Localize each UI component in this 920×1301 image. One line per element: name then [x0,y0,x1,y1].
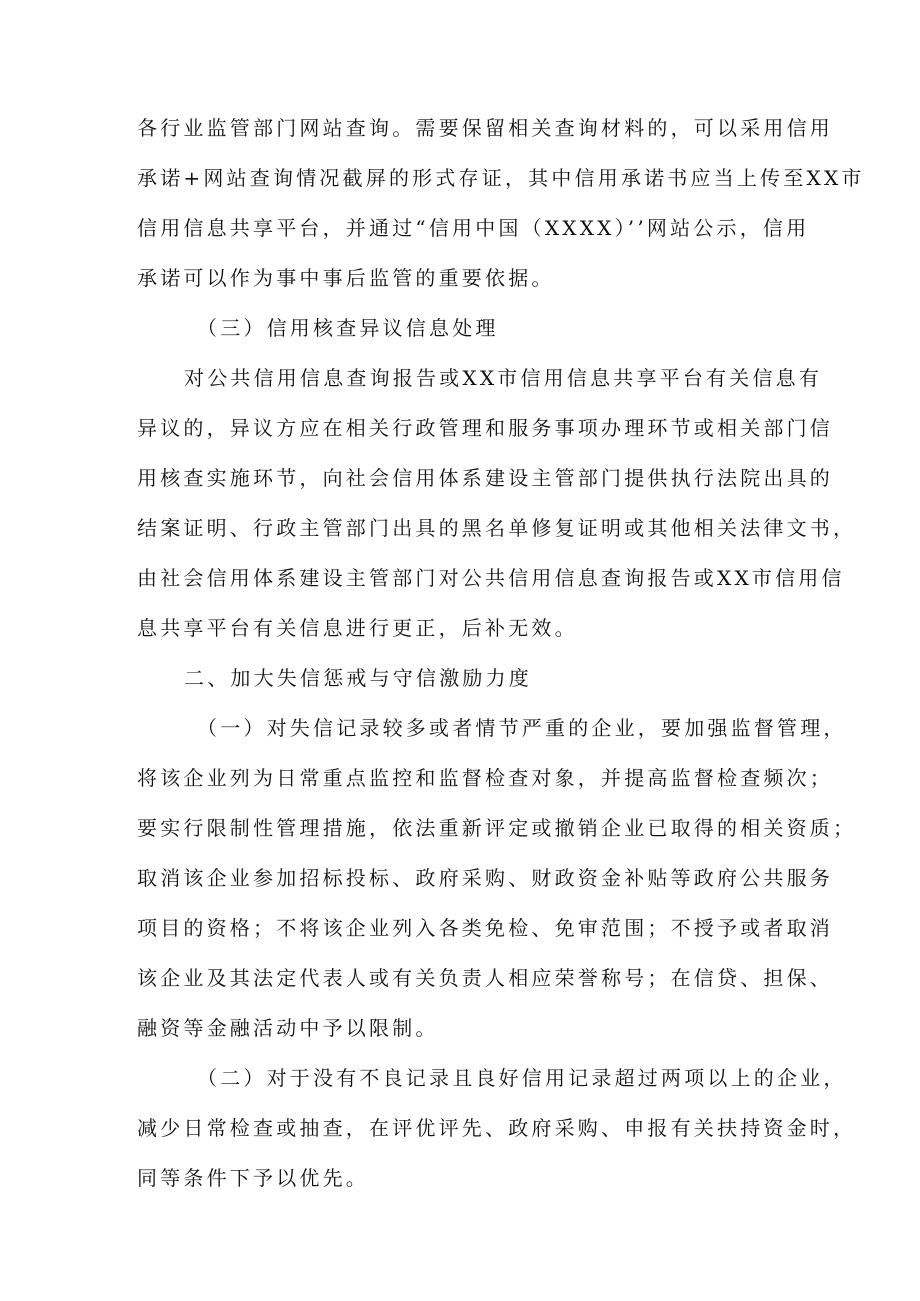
paragraph-1-line-4: 承诺可以作为事中事后监管的重要依据。 [137,266,555,290]
paragraph-3-line-2: 将该企业列为日常重点监控和监督检查对象，并提高监督检查频次； [137,766,833,790]
paragraph-3-line-4: 取消该企业参加招标投标、政府采购、财政资金补贴等政府公共服务 [137,866,833,890]
paragraph-3-line-1: （一）对失信记录较多或者情节严重的企业，要加强监督管理， [197,716,847,740]
paragraph-2-line-3: 用核查实施环节，向社会信用体系建设主管部门提供执行法院出具的 [137,466,833,490]
paragraph-4-line-3: 同等条件下予以优先。 [137,1166,369,1190]
paragraph-3-line-3: 要实行限制性管理措施，依法重新评定或撤销企业已取得的相关资质； [137,816,857,840]
paragraph-3-line-6: 该企业及其法定代表人或有关负责人相应荣誉称号；在信贷、担保、 [137,966,833,990]
section-2-heading: 二、加大失信惩戒与守信激励力度 [184,666,532,690]
paragraph-2-line-4: 结案证明、行政主管部门出具的黑名单修复证明或其他相关法律文书， [137,516,857,540]
paragraph-1-line-1: 各行业监管部门网站查询。需要保留相关查询材料的，可以采用信用 [137,116,833,140]
paragraph-1-line-3: 信用信息共享平台，并通过“信用中国（XXXX）’’网站公示，信用 [137,216,810,240]
paragraph-4-line-2: 减少日常检查或抽查，在评优评先、政府采购、申报有关扶持资金时， [137,1116,857,1140]
paragraph-2-line-2: 异议的，异议方应在相关行政管理和服务事项办理环节或相关部门信 [137,416,833,440]
paragraph-2-line-6: 息共享平台有关信息进行更正，后补无效。 [137,616,578,640]
paragraph-4-line-1: （二）对于没有不良记录且良好信用记录超过两项以上的企业， [197,1066,847,1090]
paragraph-3-line-5: 项目的资格；不将该企业列入各类免检、免审范围；不授予或者取消 [137,916,833,940]
paragraph-2-line-5: 由社会信用体系建设主管部门对公共信用信息查询报告或XX市信用信 [137,566,845,590]
paragraph-3-line-7: 融资等金融活动中予以限制。 [137,1016,439,1040]
paragraph-1-line-2: 承诺+网站查询情况截屏的形式存证，其中信用承诺书应当上传至XX市 [137,166,865,190]
paragraph-2-line-1: 对公共信用信息查询报告或XX市信用信息共享平台有关信息有 [184,366,823,390]
section-heading-3: （三）信用核查异议信息处理 [197,316,499,340]
